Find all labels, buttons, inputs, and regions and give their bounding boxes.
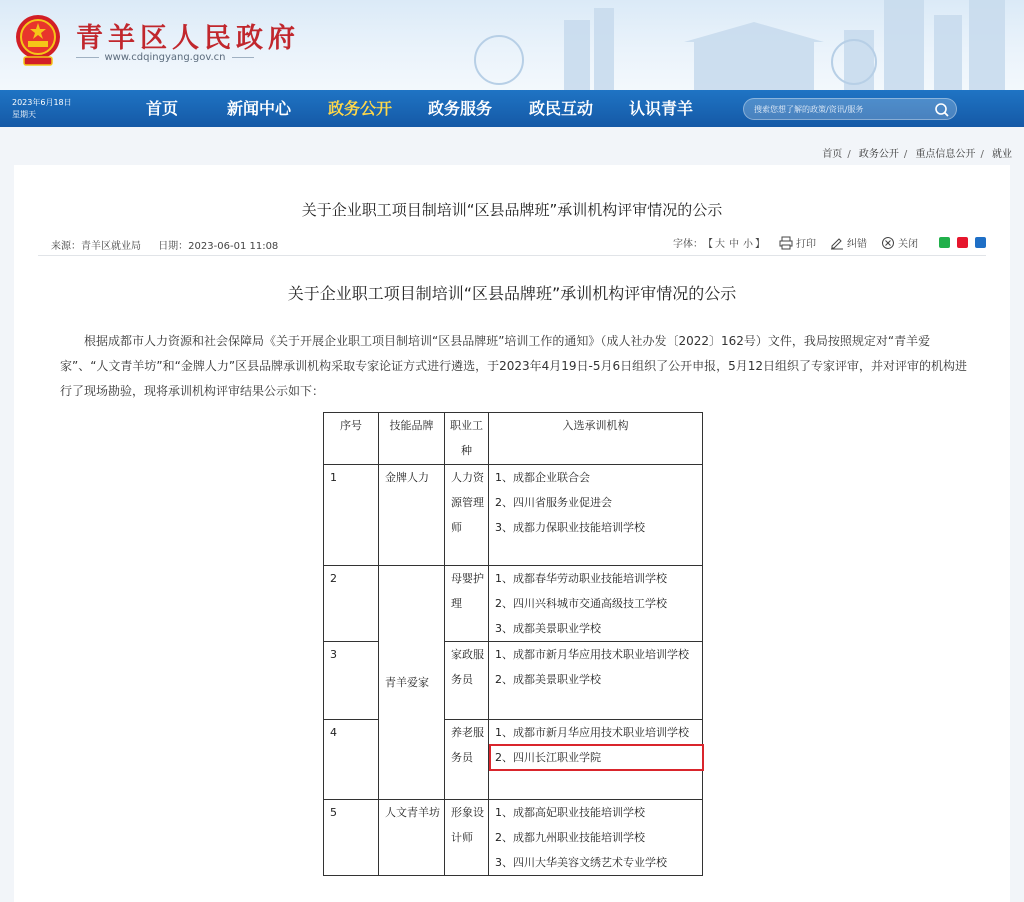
main-nav — [0, 90, 1024, 127]
nav-item-home[interactable]: 首页 — [146, 99, 179, 118]
table-row: 5 人文青羊坊 形象设计师 1、成都高妃职业技能培训学校 2、成都九州职业技能培训学校 3、四川大华美容文绣艺术专业学校 — [324, 800, 703, 876]
font-medium-button[interactable]: 中 — [729, 239, 739, 250]
table-row: 1 金牌人力 人力资源管理师 1、成都企业联合会 2、四川省服务业促进会 3、成都力保职业技能培训学校 — [324, 465, 703, 566]
header-orgs: 入选承训机构 — [489, 413, 703, 465]
printer-icon — [779, 236, 793, 250]
breadcrumb-gov-affairs[interactable]: 政务公开 — [858, 149, 899, 160]
article-tools — [659, 235, 986, 250]
breadcrumb-home[interactable]: 首页 — [822, 149, 843, 160]
body-title: 关于企业职工项目制培训“区县品牌班”承训机构评审情况的公示 — [287, 284, 737, 303]
close-icon — [881, 236, 895, 250]
article-source: 来源：青羊区就业局 — [51, 241, 141, 252]
header-no: 序号 — [324, 413, 379, 465]
article-card — [14, 165, 1010, 902]
search-box — [743, 98, 957, 120]
correct-button[interactable]: 纠错 — [830, 235, 867, 250]
table-header-row — [324, 413, 703, 465]
table-row: 2 青羊爱家 母婴护理 1、成都春华劳动职业技能培训学校 2、四川兴科城市交通高级技工学校 3、成都美景职业学校 — [324, 566, 703, 642]
header-job: 职业工种 — [445, 413, 489, 465]
table-row: 4 养老服务员 1、成都市新月华应用技术职业培训学校 2、四川长江职业学院 — [324, 720, 703, 800]
breadcrumb-employment[interactable]: 就业 — [992, 149, 1012, 160]
header-banner — [0, 0, 1024, 90]
article-paragraph: 根据成都市人力资源和社会保障局《关于开展企业职工项目制培训“区县品牌班”培训工作的通知》（成人社办发〔2022〕162号）文件，我局按照规定对“青羊爱家”、“人文青羊坊”和“金牌人力”区县品牌承训机构采取专家论证方式进行遴选，于2023年4月19日-5月6日组织了公开申报，5月12日组织了专家评审，并对评审的机构进行了现场勘验，现将承训机构评审结果公示如下： — [60, 334, 968, 398]
font-large-button[interactable]: 大 — [715, 239, 725, 250]
font-small-button[interactable]: 小 — [743, 239, 753, 250]
city-skyline-illustration — [464, 0, 1024, 90]
article-date: 日期：2023-06-01 11:08 — [158, 241, 279, 252]
wechat-share-icon[interactable] — [939, 237, 950, 248]
print-button[interactable]: 打印 — [779, 235, 816, 250]
nav-date: 2023年6月18日 星期天 — [12, 98, 72, 119]
nav-item-interaction[interactable]: 政民互动 — [529, 99, 594, 118]
search-input[interactable] — [754, 102, 924, 116]
header-brand: 技能品牌 — [379, 413, 445, 465]
article-meta — [51, 237, 292, 252]
font-size-control: 字体： 【 大 中 小 】 — [673, 235, 765, 250]
pencil-icon — [830, 236, 844, 250]
site-url: www.cdqingyang.gov.cn — [76, 52, 254, 63]
article-title: 关于企业职工项目制培训“区县品牌班”承训机构评审情况的公示 — [301, 201, 723, 219]
nav-item-news[interactable]: 新闻中心 — [227, 99, 292, 118]
nav-item-gov-affairs[interactable]: 政务公开 — [328, 99, 393, 118]
breadcrumb: 首页 / 政务公开 / 重点信息公开 / 就业 — [822, 149, 1012, 160]
close-button[interactable]: 关闭 — [881, 235, 918, 250]
results-table — [323, 412, 703, 876]
table-row: 3 家政服务员 1、成都市新月华应用技术职业培训学校 2、成都美景职业学校 — [324, 642, 703, 720]
breadcrumb-key-info[interactable]: 重点信息公开 — [915, 149, 976, 160]
highlighted-org: 2、四川长江职业学院 — [490, 745, 703, 770]
national-emblem-icon — [14, 13, 62, 69]
weibo-share-icon[interactable] — [957, 237, 968, 248]
qq-share-icon[interactable] — [975, 237, 986, 248]
nav-item-gov-services[interactable]: 政务服务 — [428, 99, 493, 118]
meta-divider — [38, 255, 986, 256]
nav-item-about[interactable]: 认识青羊 — [629, 99, 694, 118]
site-title[interactable]: 青羊区人民政府 — [76, 23, 300, 54]
search-icon[interactable] — [934, 102, 950, 118]
